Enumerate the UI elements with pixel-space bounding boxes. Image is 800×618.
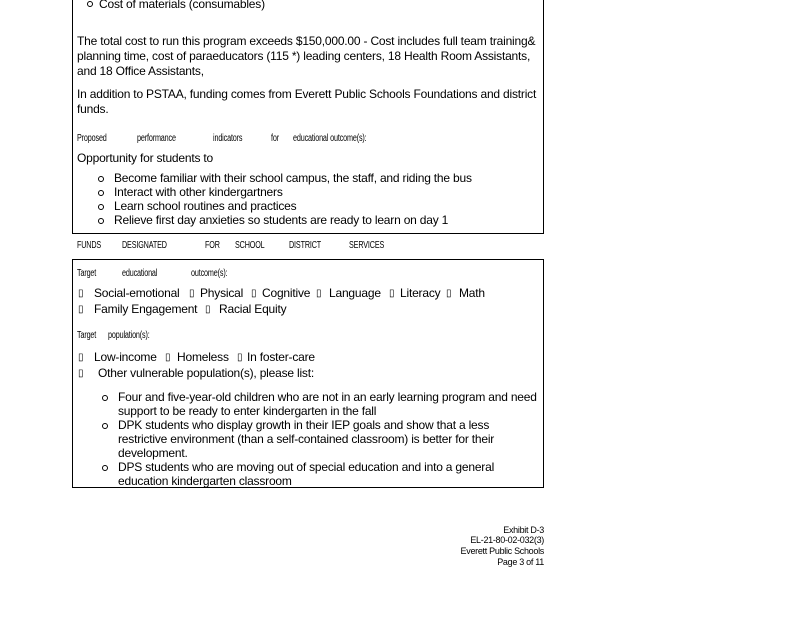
outcome-option: Language bbox=[329, 286, 381, 300]
bullet-icon bbox=[98, 204, 104, 210]
footer-page: Page 3 of 11 bbox=[497, 557, 544, 567]
opportunity-label: Opportunity for students to bbox=[77, 151, 214, 165]
checkbox-icon[interactable]: ▯ bbox=[205, 304, 211, 315]
indicators-heading: Proposed performance indicators for educational outcome(s): bbox=[77, 133, 367, 144]
top-list-item: Cost of materials (consumables) bbox=[99, 0, 265, 11]
list-item: Interact with other kindergartners bbox=[114, 185, 283, 199]
checkbox-icon[interactable]: ▯ bbox=[389, 288, 395, 299]
footer-code: EL-21-80-02-032(3) bbox=[470, 535, 544, 545]
funds-heading: FUNDS DESIGNATED FOR SCHOOL DISTRICT SERVICES bbox=[77, 240, 385, 251]
outcome-option: Physical bbox=[200, 286, 244, 300]
cost-paragraph: The total cost to run this program exceeds $150,000.00 - Cost includes full team training& planning time, cost of paraeducators (115 *) leading centers, 18 Health Room Assistants, and 18 Office Assistants, bbox=[77, 34, 536, 78]
target-outcomes-box bbox=[72, 259, 544, 488]
list-item: DPK students who display growth in their IEP goals and show that a less restrictive environment (than a self-contained classroom) is better for their development. bbox=[118, 418, 495, 460]
checkbox-icon[interactable]: ▯ bbox=[251, 288, 257, 299]
funding-paragraph: In addition to PSTAA, funding comes from Everett Public Schools Foundations and district funds. bbox=[77, 87, 537, 116]
bullet-icon bbox=[98, 218, 104, 224]
outcome-option: Math bbox=[459, 286, 485, 300]
bullet-icon bbox=[87, 1, 93, 7]
checkbox-icon[interactable]: ▯ bbox=[78, 304, 84, 315]
checkbox-icon[interactable]: ▯ bbox=[78, 368, 84, 379]
checkbox-icon[interactable]: ▯ bbox=[446, 288, 452, 299]
checkbox-icon[interactable]: ▯ bbox=[78, 352, 84, 363]
list-item: DPS students who are moving out of special education and into a general education kindergarten classroom bbox=[118, 460, 495, 488]
checkbox-icon[interactable]: ▯ bbox=[189, 288, 195, 299]
outcome-option: Family Engagement bbox=[94, 302, 198, 316]
checkbox-icon[interactable]: ▯ bbox=[316, 288, 322, 299]
list-item: Learn school routines and practices bbox=[114, 199, 297, 213]
population-option: Low-income bbox=[94, 350, 157, 364]
bullet-icon bbox=[102, 423, 108, 429]
checkbox-icon[interactable]: ▯ bbox=[237, 352, 243, 363]
target-outcome-heading: Target educational outcome(s): bbox=[77, 268, 228, 279]
list-item: Relieve first day anxieties so students are ready to learn on day 1 bbox=[114, 213, 449, 227]
outcome-option: Literacy bbox=[400, 286, 441, 300]
checkbox-icon[interactable]: ▯ bbox=[78, 288, 84, 299]
footer-org: Everett Public Schools bbox=[460, 546, 544, 556]
population-option: Homeless bbox=[177, 350, 229, 364]
bullet-icon bbox=[98, 190, 104, 196]
outcome-option: Racial Equity bbox=[219, 302, 287, 316]
list-item: Become familiar with their school campus, the staff, and riding the bus bbox=[114, 171, 472, 185]
outcome-option: Cognitive bbox=[262, 286, 311, 300]
outcome-option: Social-emotional bbox=[94, 286, 180, 300]
bullet-icon bbox=[102, 395, 108, 401]
other-population-label: Other vulnerable population(s), please list: bbox=[98, 366, 314, 380]
checkbox-icon[interactable]: ▯ bbox=[165, 352, 171, 363]
footer-exhibit: Exhibit D-3 bbox=[503, 525, 544, 535]
bullet-icon bbox=[102, 465, 108, 471]
list-item: Four and five-year-old children who are not in an early learning program and need support to be ready to enter kindergarten in the fall bbox=[118, 390, 537, 418]
population-option: In foster-care bbox=[247, 350, 315, 364]
bullet-icon bbox=[98, 176, 104, 182]
target-population-heading: Target population(s): bbox=[77, 330, 150, 341]
program-details-box bbox=[72, 0, 544, 234]
